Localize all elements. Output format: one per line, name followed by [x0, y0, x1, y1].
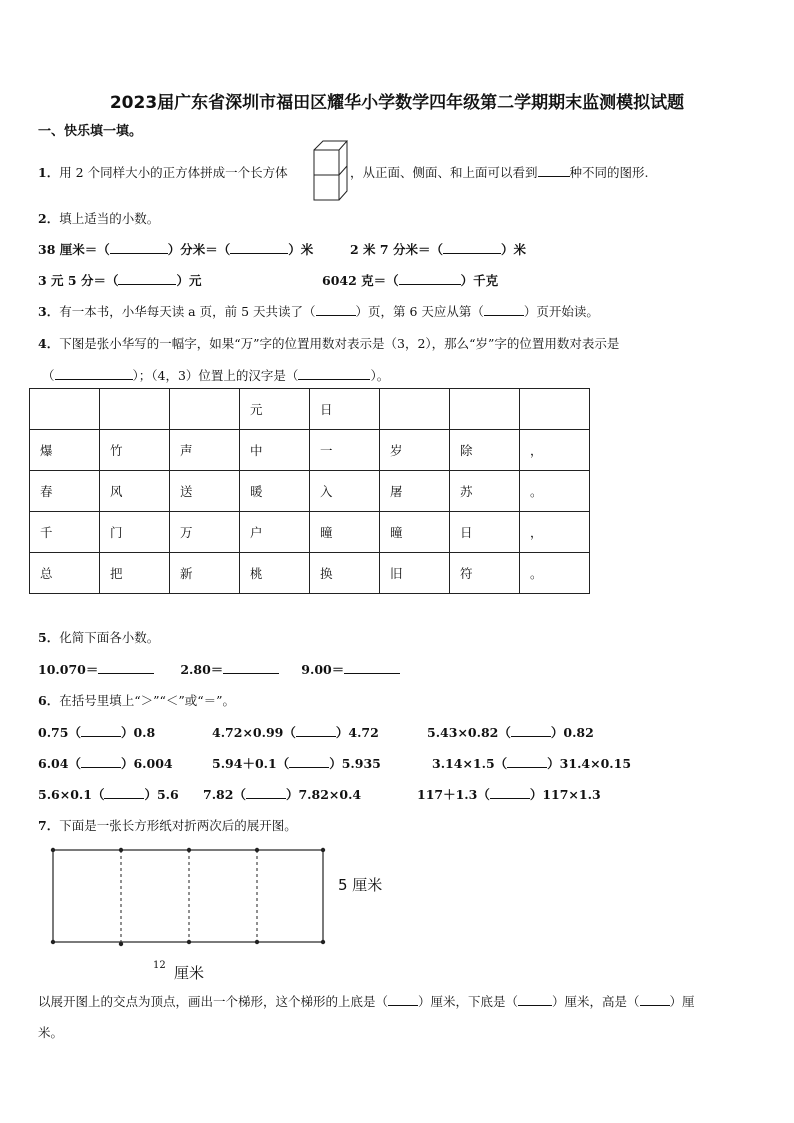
question-text: 以展开图上的交点为顶点，画出一个梯形，这个梯形的上底是（ — [38, 994, 389, 1009]
comparison-right: ）0.82 — [550, 725, 594, 740]
grid-row — [30, 430, 590, 471]
answer-blank[interactable] — [443, 241, 501, 254]
question-2 — [38, 209, 159, 227]
comparison-item — [38, 785, 179, 803]
grid-cell — [520, 389, 590, 430]
question-text: 种不同的图形. — [569, 165, 649, 180]
question-text: ，从正面、侧面、和上面可以看到 — [350, 165, 538, 180]
answer-blank[interactable] — [223, 661, 279, 674]
answer-blank[interactable] — [298, 367, 370, 380]
comparison-left: 5.43×0.82（ — [427, 725, 511, 740]
grid-row — [30, 512, 590, 553]
answer-blank[interactable] — [640, 993, 670, 1006]
page-title: 2023届广东省深圳市福田区耀华小学数学四年级第二学期期末监测模拟试题 — [109, 93, 685, 113]
grid-cell: 屠 — [380, 471, 450, 512]
comparison-item — [212, 754, 381, 772]
grid-cell — [30, 389, 100, 430]
grid-cell: 元 — [240, 389, 310, 430]
answer-blank[interactable] — [98, 661, 154, 674]
comparison-right: ）5.935 — [329, 756, 381, 771]
comparison-left: 5.6×0.1（ — [38, 787, 105, 802]
fill-text: ）米 — [288, 242, 314, 257]
comparison-item — [203, 785, 361, 803]
question-text: ）页开始读。 — [523, 304, 599, 319]
height-label: 5 厘米 — [338, 876, 383, 894]
answer-blank[interactable] — [518, 993, 552, 1006]
grid-cell: 入 — [310, 471, 380, 512]
question-text: 下图是张小华写的一幅字，如果“万”字的位置用数对表示是（3，2），那么“岁”字的位置用数对表示是 — [59, 336, 620, 351]
section-heading: 一、快乐填一填。 — [38, 124, 143, 139]
grid-row — [30, 471, 590, 512]
comparison-item — [432, 754, 631, 772]
answer-blank[interactable] — [511, 724, 551, 737]
answer-blank[interactable] — [484, 303, 524, 316]
fill-text: ）千克 — [460, 273, 499, 288]
answer-blank[interactable] — [399, 272, 461, 285]
question-text: ）。 — [370, 368, 390, 383]
comparison-left: 117＋1.3（ — [417, 787, 490, 802]
answer-blank[interactable] — [289, 755, 329, 768]
grid-cell: 桃 — [240, 553, 310, 594]
grid-cell: 把 — [100, 553, 170, 594]
grid-row — [30, 553, 590, 594]
comparison-left: 3.14×1.5（ — [432, 756, 508, 771]
grid-cell — [100, 389, 170, 430]
question-number: 7． — [38, 818, 60, 833]
question-text: ）；（4，3）位置上的汉字是（ — [132, 368, 299, 383]
fill-text: 2.80＝ — [180, 662, 224, 677]
grid-cell: 送 — [170, 471, 240, 512]
answer-blank[interactable] — [110, 241, 168, 254]
comparison-right: ）7.82×0.4 — [285, 787, 362, 802]
comparison-right: ）117×1.3 — [529, 787, 601, 802]
question-number: 2． — [38, 211, 60, 226]
grid-cell: ， — [520, 430, 590, 471]
answer-blank[interactable] — [81, 724, 121, 737]
comparison-right: ）0.8 — [120, 725, 156, 740]
comparison-item — [212, 723, 379, 741]
answer-blank[interactable] — [296, 724, 336, 737]
grid-cell: 符 — [450, 553, 520, 594]
question-number: 4． — [38, 336, 60, 351]
width-unit: 厘米 — [174, 964, 205, 982]
question-7 — [38, 816, 297, 834]
fill-text: 2 米 7 分米＝（ — [350, 242, 443, 257]
comparison-left: 0.75（ — [38, 725, 81, 740]
question-text: （ — [42, 368, 55, 383]
unfolded-paper-diagram — [45, 842, 335, 954]
fill-text: 10.070＝ — [38, 662, 99, 677]
question-2-line-2b — [322, 271, 498, 289]
grid-cell: 除 — [450, 430, 520, 471]
character-grid — [29, 388, 590, 594]
question-text: 填上适当的小数。 — [59, 211, 160, 226]
fill-text: 38 厘米＝（ — [38, 242, 110, 257]
grid-cell — [380, 389, 450, 430]
fill-text: 3 元 5 分＝（ — [38, 273, 119, 288]
answer-blank[interactable] — [490, 786, 530, 799]
question-4 — [38, 334, 619, 352]
grid-cell: 千 — [30, 512, 100, 553]
answer-blank[interactable] — [388, 993, 418, 1006]
question-text: 下面是一张长方形纸对折两次后的展开图。 — [59, 818, 297, 833]
fill-text: 6042 克＝（ — [322, 273, 399, 288]
comparison-item — [417, 785, 601, 803]
comparison-item — [427, 723, 594, 741]
comparison-item — [38, 754, 173, 772]
answer-blank[interactable] — [104, 786, 144, 799]
fill-text: ）米 — [500, 242, 526, 257]
grid-cell: 换 — [310, 553, 380, 594]
grid-cell: 。 — [520, 471, 590, 512]
grid-cell: 岁 — [380, 430, 450, 471]
grid-cell: 日 — [310, 389, 380, 430]
grid-cell: 新 — [170, 553, 240, 594]
grid-cell: 户 — [240, 512, 310, 553]
grid-cell: 日 — [450, 512, 520, 553]
comparison-item — [38, 723, 155, 741]
comparison-right: ）31.4×0.15 — [547, 756, 632, 771]
question-number: 1． — [38, 165, 60, 180]
question-1-rest — [350, 163, 649, 181]
question-2-line-2 — [38, 271, 201, 289]
question-number: 6． — [38, 693, 60, 708]
grid-cell: 风 — [100, 471, 170, 512]
grid-cell: 曈 — [380, 512, 450, 553]
question-text: 用 2 个同样大小的正方体拼成一个长方体 — [59, 165, 288, 180]
grid-cell: 竹 — [100, 430, 170, 471]
question-5-items — [38, 660, 400, 678]
answer-blank[interactable] — [316, 303, 356, 316]
comparison-left: 5.94＋0.1（ — [212, 756, 290, 771]
comparison-right: ）4.72 — [335, 725, 379, 740]
grid-cell: 旧 — [380, 553, 450, 594]
question-5 — [38, 628, 159, 646]
grid-cell: 总 — [30, 553, 100, 594]
fill-text: 9.00＝ — [301, 662, 345, 677]
grid-cell: 中 — [240, 430, 310, 471]
grid-cell: ， — [520, 512, 590, 553]
question-2-line-1b — [350, 240, 526, 258]
question-text: 在括号里填上“＞”“＜”或“＝”。 — [59, 693, 236, 708]
question-number: 3． — [38, 304, 60, 319]
answer-blank[interactable] — [538, 164, 570, 177]
answer-blank[interactable] — [507, 755, 547, 768]
comparison-right: ）6.004 — [120, 756, 173, 771]
grid-cell: 爆 — [30, 430, 100, 471]
question-7-description-end: 米。 — [38, 1025, 64, 1040]
question-4-line-2 — [42, 366, 389, 384]
answer-blank[interactable] — [246, 786, 286, 799]
grid-cell: 曈 — [310, 512, 380, 553]
question-text: ）厘米，高是（ — [552, 994, 640, 1009]
question-2-line-1 — [38, 240, 313, 258]
comparison-right: ）5.6 — [144, 787, 179, 802]
question-7-description — [38, 992, 695, 1010]
answer-blank[interactable] — [81, 755, 121, 768]
grid-cell: 春 — [30, 471, 100, 512]
grid-cell — [170, 389, 240, 430]
question-text: ）厘米，下底是（ — [418, 994, 519, 1009]
answer-blank[interactable] — [230, 241, 288, 254]
answer-blank[interactable] — [118, 272, 176, 285]
question-number: 5． — [38, 630, 60, 645]
fill-text: ）分米＝（ — [167, 242, 231, 257]
comparison-left: 6.04（ — [38, 756, 81, 771]
grid-cell: 门 — [100, 512, 170, 553]
answer-blank[interactable] — [55, 367, 133, 380]
fill-text: ）元 — [176, 273, 202, 288]
grid-cell: 苏 — [450, 471, 520, 512]
answer-blank[interactable] — [344, 661, 400, 674]
grid-row — [30, 389, 590, 430]
cuboid-figure — [313, 140, 349, 202]
grid-cell: 。 — [520, 553, 590, 594]
comparison-left: 7.82（ — [203, 787, 246, 802]
question-text: 有一本书，小华每天读 a 页，前 5 天共读了（ — [59, 304, 316, 319]
grid-cell — [450, 389, 520, 430]
comparison-left: 4.72×0.99（ — [212, 725, 296, 740]
grid-cell: 一 — [310, 430, 380, 471]
width-number: 12 — [153, 960, 166, 971]
question-6 — [38, 691, 235, 709]
question-text: 化简下面各小数。 — [59, 630, 160, 645]
question-3 — [38, 302, 599, 320]
question-1 — [38, 163, 288, 181]
grid-cell: 声 — [170, 430, 240, 471]
grid-cell: 暖 — [240, 471, 310, 512]
grid-cell: 万 — [170, 512, 240, 553]
question-text: ）页，第 6 天应从第（ — [355, 304, 484, 319]
question-text: ）厘 — [669, 994, 695, 1009]
